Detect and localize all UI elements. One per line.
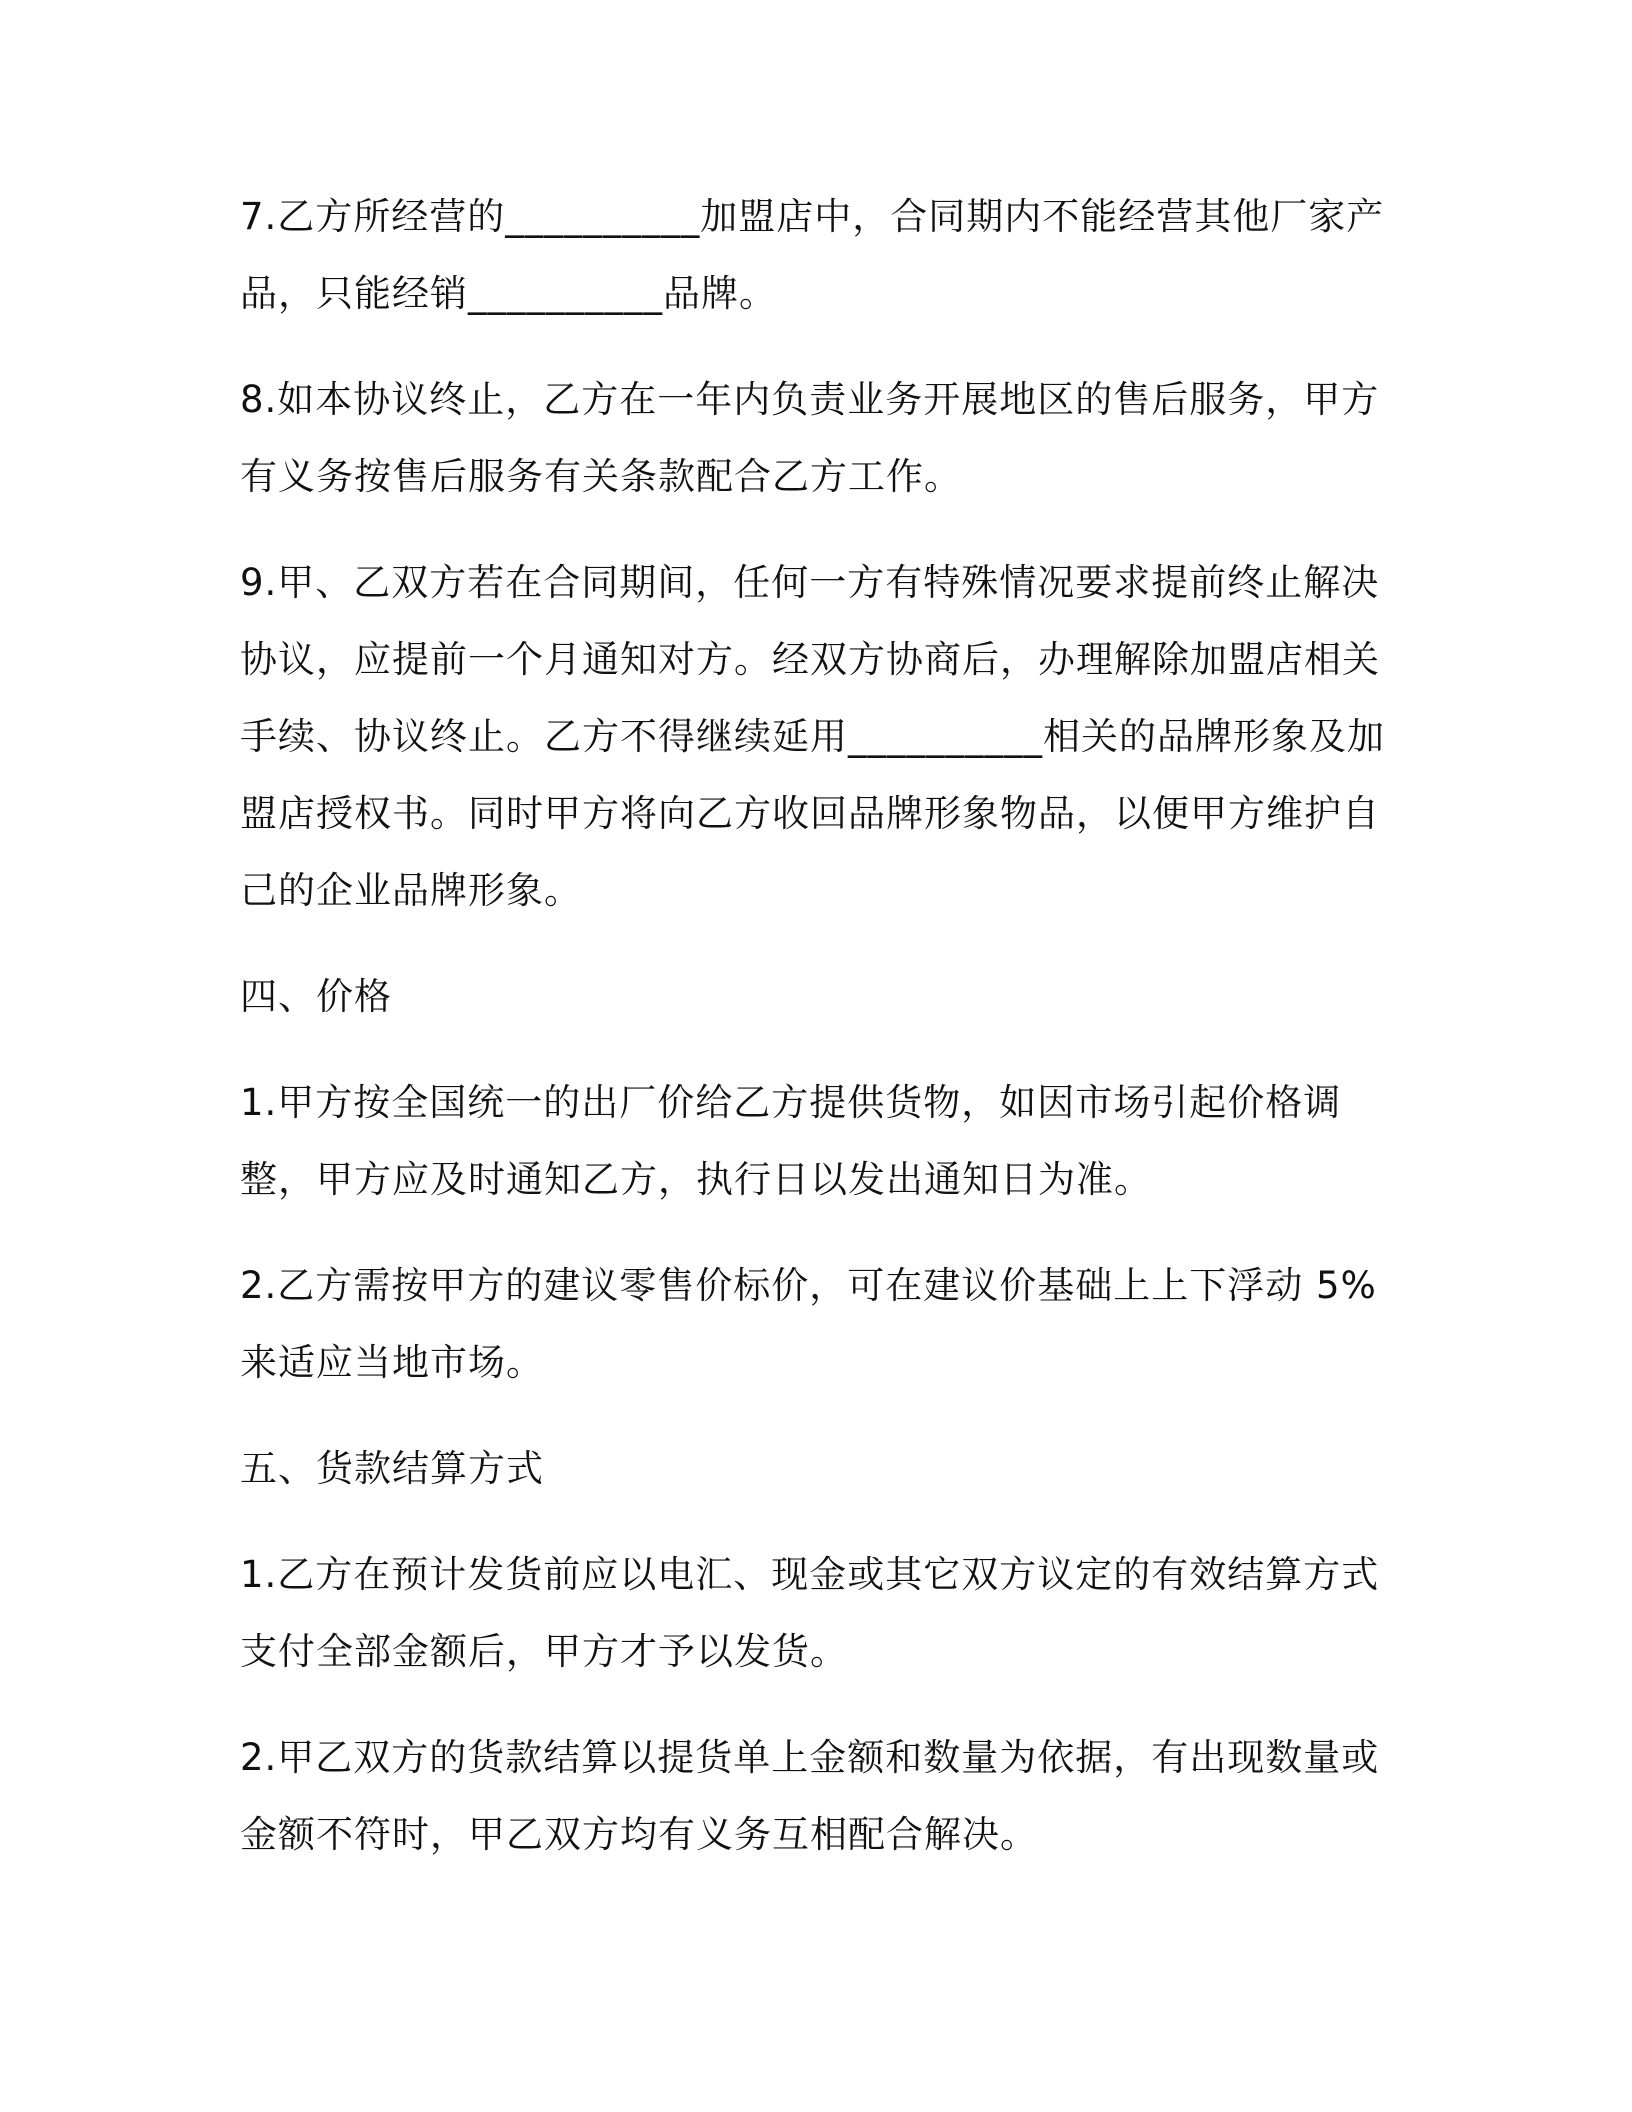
section-heading-payment: 五、货款结算方式 xyxy=(240,1447,544,1490)
price-clause-2: 2.乙方需按甲方的建议零售价标价，可在建议价基础上上下浮动 5%来适应当地市场。 xyxy=(240,1264,1377,1384)
price-clause-1: 1.甲方按全国统一的出厂价给乙方提供货物，如因市场引起价格调整，甲方应及时通知乙方，执行日以发出通知日为准。 xyxy=(240,1081,1342,1201)
section-heading-price: 四、价格 xyxy=(240,975,392,1018)
payment-clause-1: 1.乙方在预计发货前应以电汇、现金或其它双方议定的有效结算方式支付全部金额后，甲方才予以发货。 xyxy=(240,1553,1380,1673)
clause-8: 8.如本协议终止，乙方在一年内负责业务开展地区的售后服务，甲方有义务按售后服务有关条款配合乙方工作。 xyxy=(240,378,1380,498)
clause-9: 9.甲、乙双方若在合同期间，任何一方有特殊情况要求提前终止解决协议，应提前一个月通知对方。经双方协商后，办理解除加盟店相关手续、协议终止。乙方不得继续延用__________相关的品牌形象及加盟店授权书。同时甲方将向乙方收回品牌形象物品，以便甲方维护自己的企业品牌形象。 xyxy=(240,561,1385,912)
payment-clause-2: 2.甲乙双方的货款结算以提货单上金额和数量为依据，有出现数量或金额不符时，甲乙双方均有义务互相配合解决。 xyxy=(240,1736,1380,1856)
document-page xyxy=(240,178,1400,1902)
clause-7: 7.乙方所经营的__________加盟店中，合同期内不能经营其他厂家产品，只能经销__________品牌。 xyxy=(240,195,1385,315)
